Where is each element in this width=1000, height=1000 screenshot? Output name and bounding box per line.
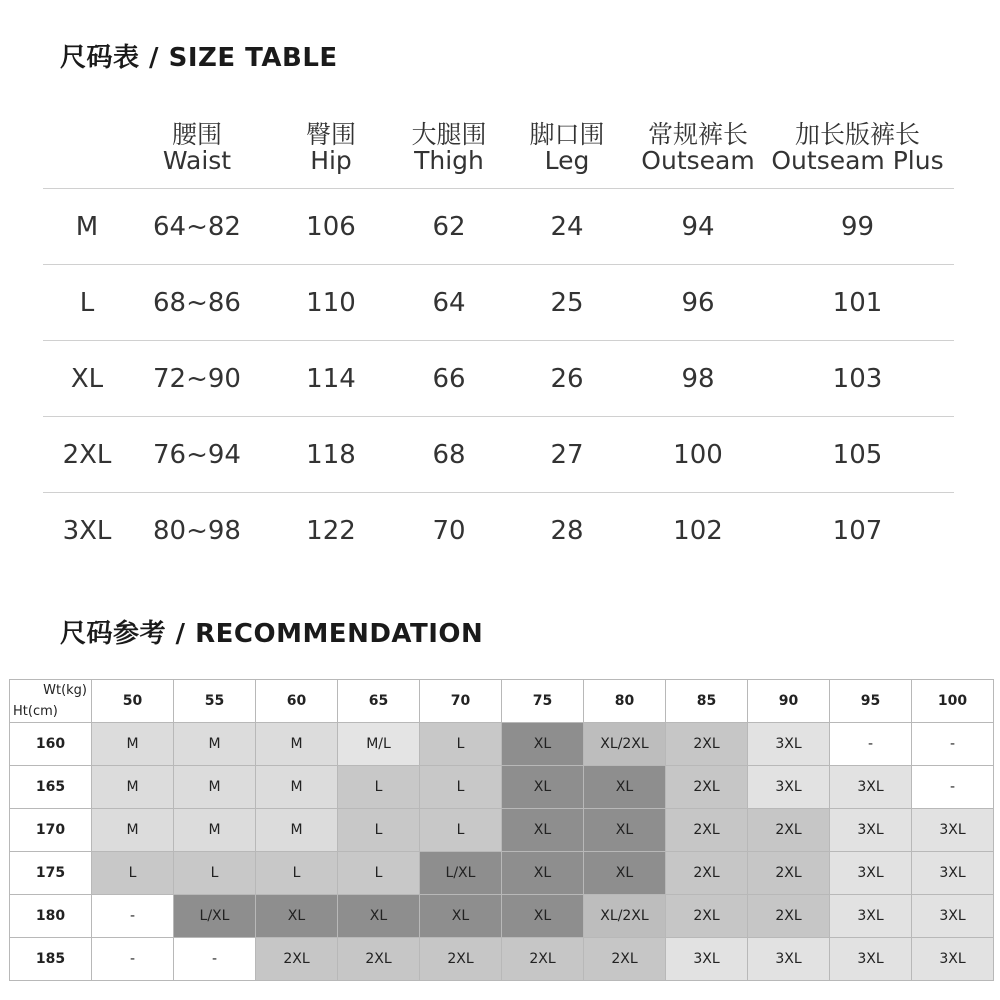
size-cell: 114 (263, 341, 399, 417)
height-header: 165 (10, 766, 92, 809)
recommendation-cell: L/XL (174, 895, 256, 938)
size-table (43, 108, 954, 568)
size-cell: 98 (635, 341, 761, 417)
recommendation-cell: L/XL (420, 852, 502, 895)
recommendation-cell: M (174, 809, 256, 852)
recommendation-cell: L (92, 852, 174, 895)
height-header: 180 (10, 895, 92, 938)
size-cell: 27 (499, 417, 635, 493)
recommendation-cell: XL (502, 766, 584, 809)
recommendation-cell: 3XL (912, 852, 994, 895)
weight-header: 80 (584, 680, 666, 723)
recommendation-cell: L (338, 852, 420, 895)
size-cell: 28 (550, 515, 584, 546)
recommendation-cell: XL/2XL (584, 723, 666, 766)
recommendation-cell: L (420, 809, 502, 852)
recommendation-cell: - (912, 723, 994, 766)
size-cell: 72~90 (131, 341, 263, 417)
recommendation-cell: - (92, 938, 174, 981)
table-row (43, 189, 954, 265)
recommendation-cell: 3XL (830, 938, 912, 981)
height-header: 160 (10, 723, 92, 766)
recommendation-cell: L (338, 809, 420, 852)
recommendation-cell: 2XL (666, 809, 748, 852)
recommendation-cell: XL (502, 895, 584, 938)
table-row (10, 938, 994, 981)
recommendation-cell: XL (502, 723, 584, 766)
weight-header: 95 (830, 680, 912, 723)
size-cell: 26 (499, 341, 635, 417)
recommendation-cell: XL (420, 895, 502, 938)
size-header-outseam: 常规裤长 Outseam (635, 108, 761, 189)
height-header: 175 (10, 852, 92, 895)
recommendation-cell: XL (502, 852, 584, 895)
size-cell: 66 (399, 341, 499, 417)
recommendation-cell: L (420, 723, 502, 766)
recommendation-cell: 2XL (256, 938, 338, 981)
size-cell: 122 (306, 515, 356, 546)
recommendation-cell: L (420, 766, 502, 809)
recommendation-cell: XL (502, 809, 584, 852)
size-cell: 94 (635, 189, 761, 265)
recommendation-cell: 2XL (666, 723, 748, 766)
size-cell: 103 (761, 341, 954, 417)
size-label: XL (43, 341, 131, 417)
recommendation-cell: 2XL (420, 938, 502, 981)
weight-header: 75 (502, 680, 584, 723)
recommendation-cell: 3XL (748, 938, 830, 981)
weight-header: 70 (420, 680, 502, 723)
weight-header: 65 (338, 680, 420, 723)
size-cell: 102 (673, 515, 723, 546)
recommendation-cell: M/L (338, 723, 420, 766)
recommendation-cell: XL (584, 766, 666, 809)
recommendation-cell: 2XL (748, 852, 830, 895)
recommendation-cell: 2XL (502, 938, 584, 981)
size-cell: 70 (432, 515, 466, 546)
size-table-header-row (43, 108, 954, 189)
size-cell: 24 (499, 189, 635, 265)
recommendation-title: 尺码参考 / RECOMMENDATION (60, 619, 484, 649)
recommendation-cell: 3XL (912, 809, 994, 852)
recommendation-header-row (10, 680, 994, 723)
recommendation-cell: M (256, 766, 338, 809)
weight-header: 50 (92, 680, 174, 723)
table-row (10, 809, 994, 852)
size-cell: 99 (761, 189, 954, 265)
size-label: 2XL (43, 417, 131, 493)
recommendation-cell: - (92, 895, 174, 938)
weight-header: 85 (666, 680, 748, 723)
recommendation-cell: XL (584, 809, 666, 852)
size-cell: 96 (635, 265, 761, 341)
recommendation-table (9, 679, 994, 981)
size-cell: 110 (263, 265, 399, 341)
weight-header: 100 (912, 680, 994, 723)
height-header: 185 (10, 938, 92, 981)
recommendation-cell: 3XL (912, 895, 994, 938)
recommendation-cell: M (256, 809, 338, 852)
recommendation-cell: 2XL (748, 895, 830, 938)
size-cell: 64~82 (131, 189, 263, 265)
table-row (10, 852, 994, 895)
recommendation-cell: XL/2XL (584, 895, 666, 938)
size-cell: 80~98 (153, 515, 241, 546)
size-header-waist: 腰围 Waist (131, 108, 263, 189)
size-cell: 105 (761, 417, 954, 493)
table-row (10, 895, 994, 938)
table-row (10, 723, 994, 766)
recommendation-cell: 2XL (666, 766, 748, 809)
recommendation-cell: M (174, 766, 256, 809)
recommendation-cell: M (256, 723, 338, 766)
size-cell: 106 (263, 189, 399, 265)
size-label: 3XL (62, 515, 112, 546)
size-table-title: 尺码表 / SIZE TABLE (60, 43, 338, 73)
recommendation-cell: 3XL (912, 938, 994, 981)
size-cell: 64 (399, 265, 499, 341)
recommendation-cell: XL (338, 895, 420, 938)
recommendation-cell: M (92, 766, 174, 809)
recommendation-cell: 2XL (666, 895, 748, 938)
size-cell: 101 (761, 265, 954, 341)
recommendation-cell: 3XL (666, 938, 748, 981)
recommendation-cell: 3XL (748, 723, 830, 766)
size-header-thigh: 大腿围 Thigh (399, 108, 499, 189)
size-label: M (43, 189, 131, 265)
recommendation-cell: 2XL (338, 938, 420, 981)
size-cell: 25 (499, 265, 635, 341)
recommendation-cell: M (92, 809, 174, 852)
table-row (43, 493, 954, 569)
recommendation-cell: - (912, 766, 994, 809)
recommendation-cell: 3XL (830, 852, 912, 895)
size-label: L (43, 265, 131, 341)
weight-header: 55 (174, 680, 256, 723)
table-row (10, 766, 994, 809)
height-header: 170 (10, 809, 92, 852)
recommendation-cell: XL (584, 852, 666, 895)
recommendation-cell: 3XL (748, 766, 830, 809)
weight-axis-label: Wt(kg) (43, 683, 87, 698)
weight-header: 90 (748, 680, 830, 723)
recommendation-cell: L (338, 766, 420, 809)
size-header-hip: 臀围 Hip (263, 108, 399, 189)
recommendation-cell: - (174, 938, 256, 981)
size-header-leg: 脚口围 Leg (499, 108, 635, 189)
recommendation-cell: XL (256, 895, 338, 938)
recommendation-cell: - (830, 723, 912, 766)
weight-header: 60 (256, 680, 338, 723)
recommendation-cell: M (174, 723, 256, 766)
recommendation-cell: 2XL (584, 938, 666, 981)
size-cell: 76~94 (131, 417, 263, 493)
recommendation-corner (10, 680, 92, 723)
size-header-corner (43, 108, 131, 189)
size-cell: 62 (399, 189, 499, 265)
size-cell: 118 (263, 417, 399, 493)
recommendation-cell: L (256, 852, 338, 895)
table-row (43, 265, 954, 341)
size-cell: 100 (635, 417, 761, 493)
recommendation-cell: M (92, 723, 174, 766)
recommendation-cell: 3XL (830, 809, 912, 852)
size-cell: 68~86 (131, 265, 263, 341)
size-cell: 68 (399, 417, 499, 493)
table-row (43, 341, 954, 417)
recommendation-cell: L (174, 852, 256, 895)
recommendation-cell: 2XL (748, 809, 830, 852)
height-axis-label: Ht(cm) (13, 704, 58, 719)
recommendation-cell: 3XL (830, 895, 912, 938)
size-cell: 107 (832, 515, 883, 546)
size-header-outseam-plus: 加长版裤长 Outseam Plus (761, 108, 954, 189)
recommendation-cell: 2XL (666, 852, 748, 895)
table-row (43, 417, 954, 493)
recommendation-cell: 3XL (830, 766, 912, 809)
